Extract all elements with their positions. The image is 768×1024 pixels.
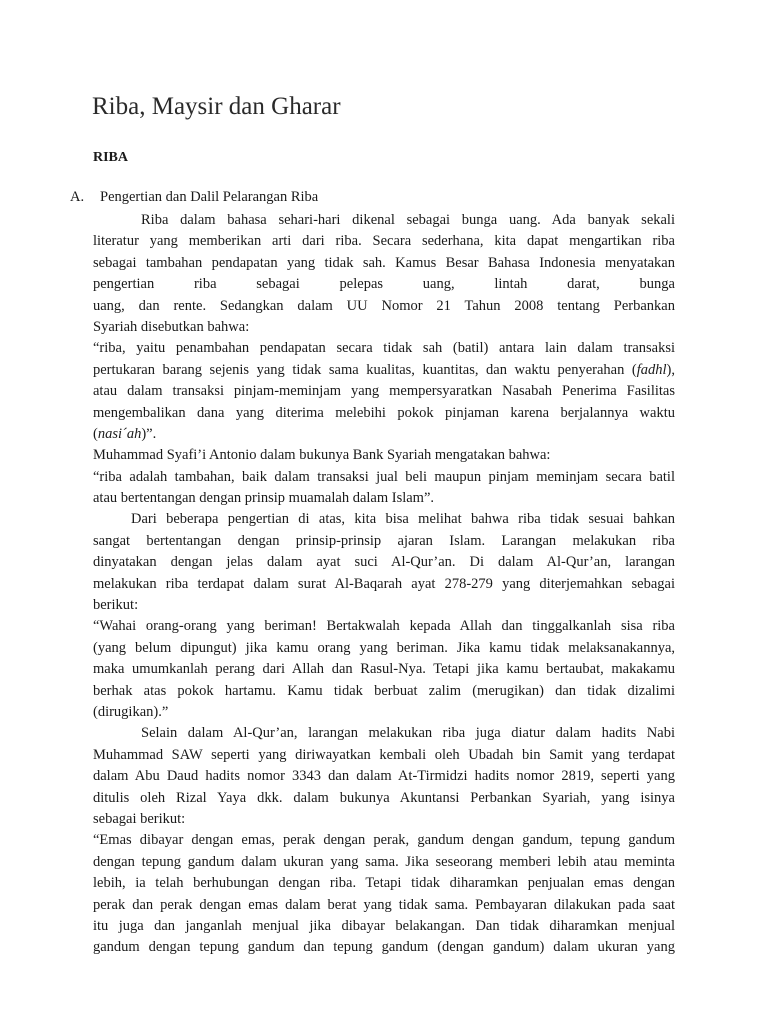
text-line bbox=[93, 745, 675, 766]
text-line-content: berikut: bbox=[93, 597, 139, 614]
text-line-content: uang, dan rente. Sedangkan dalam UU Nomor 21 Tahun 2008 tentang Perbankan bbox=[93, 297, 675, 314]
text-line-content: mengembalikan dana yang diterima melebihi pokok pinjaman karena berjalannya waktu bbox=[93, 404, 675, 421]
text-line bbox=[93, 360, 675, 381]
text-line bbox=[93, 552, 675, 573]
text-line-content: pertukaran barang sejenis yang tidak sama kualitas, kuantitas, dan waktu penyerahan ( bbox=[93, 361, 637, 378]
text-line bbox=[93, 488, 675, 509]
body-text bbox=[93, 210, 675, 959]
text-line bbox=[93, 574, 675, 595]
text-line-content: Dari beberapa pengertian di atas, kita bisa melihat bahwa riba tidak sesuai bahkan bbox=[131, 511, 675, 528]
text-line-content: lebih, ia telah berhubungan dengan riba. Tetapi tidak diharamkan penjualan emas dengan bbox=[93, 875, 675, 892]
text-line bbox=[93, 274, 675, 295]
italic-term: fadhl bbox=[636, 361, 667, 378]
text-line bbox=[93, 809, 675, 830]
text-line bbox=[93, 531, 675, 552]
text-line bbox=[93, 210, 675, 231]
text-line bbox=[93, 916, 675, 937]
text-line bbox=[93, 852, 675, 873]
italic-term: nasi´ah bbox=[97, 425, 142, 442]
text-line-content: Muhammad SAW seperti yang diriwayatkan kembali oleh Ubadah bin Samit yang terdapat bbox=[93, 746, 675, 763]
text-line-content: atau dalam transaksi pinjam-meminjam yang mempersyaratkan Nasabah Penerima Fasilitas bbox=[93, 383, 675, 400]
text-line bbox=[93, 509, 675, 530]
text-line-content: ( bbox=[93, 425, 98, 442]
text-line bbox=[93, 723, 675, 744]
text-line-content: “Wahai orang-orang yang beriman! Bertakwalah kepada Allah dan tinggalkanlah sisa riba bbox=[93, 618, 675, 635]
subsection-title: Pengertian dan Dalil Pelarangan Riba bbox=[100, 189, 319, 205]
text-line-content: “Emas dibayar dengan emas, perak dengan perak, gandum dengan gandum, tepung gandum bbox=[93, 832, 675, 849]
document-title: Riba, Maysir dan Gharar bbox=[92, 93, 341, 120]
text-line-content: sangat bertentangan dengan prinsip-prinsip ajaran Islam. Larangan melakukan riba bbox=[93, 532, 675, 549]
text-line-tail: ), bbox=[666, 361, 675, 378]
text-line-content: Riba dalam bahasa sehari-hari dikenal sebagai bunga uang. Ada banyak sekali bbox=[141, 212, 675, 228]
text-line bbox=[93, 338, 675, 359]
text-line bbox=[93, 681, 675, 702]
text-line-content: Syariah disebutkan bahwa: bbox=[93, 318, 250, 335]
text-line-content: (dirugikan).” bbox=[93, 703, 169, 720]
text-line-content: sebagai berikut: bbox=[93, 810, 186, 827]
text-line bbox=[93, 895, 675, 916]
text-line bbox=[93, 296, 675, 317]
text-line bbox=[93, 317, 675, 338]
text-line-content: gandum dengan tepung gandum dan tepung gandum (dengan gandum) dalam ukuran yang bbox=[93, 939, 675, 956]
text-line-content: “riba, yaitu penambahan pendapatan secara tidak sah (batil) antara lain dalam transaksi bbox=[93, 340, 675, 357]
text-line bbox=[93, 595, 675, 616]
text-line bbox=[93, 445, 675, 466]
subsection-letter: A. bbox=[70, 189, 85, 205]
text-line bbox=[93, 937, 675, 958]
text-line bbox=[93, 766, 675, 787]
text-line bbox=[93, 253, 675, 274]
text-line-content: perak dan perak dengan emas dalam berat yang tidak sama. Pembayaran dilakukan pada saat bbox=[93, 896, 675, 913]
text-line bbox=[93, 659, 675, 680]
text-line-content: “riba adalah tambahan, baik dalam transaksi jual beli maupun pinjam meminjam secara batil bbox=[93, 468, 675, 485]
text-line-content: (yang belum dipungut) jika kamu orang yang beriman. Jika kamu tidak melaksanakannya, bbox=[93, 639, 675, 656]
text-line-content: melakukan riba terdapat dalam surat Al-Baqarah ayat 278-279 yang diterjemahkan sebagai bbox=[93, 575, 675, 592]
text-line-content: sebagai tambahan pendapatan yang tidak sah. Kamus Besar Bahasa Indonesia menyatakan bbox=[93, 254, 675, 271]
text-line bbox=[93, 873, 675, 894]
text-line bbox=[93, 702, 675, 723]
text-line-content: maka umumkanlah perang dari Allah dan Rasul-Nya. Tetapi jika kamu bertaubat, makakamu bbox=[93, 661, 675, 678]
text-line-content: berhak atas pokok hartamu. Kamu tidak berbuat zalim (merugikan) dan tidak dizalimi bbox=[93, 682, 675, 699]
text-line-content: itu juga dan janganlah menjual jika dibayar belakangan. Dan tidak diharamkan menjual bbox=[93, 917, 675, 934]
section-heading: RIBA bbox=[93, 150, 129, 165]
text-line bbox=[93, 231, 675, 252]
subsection-heading bbox=[70, 189, 318, 206]
text-line-content: dinyatakan dengan jelas dalam ayat suci Al-Qur’an. Di dalam Al-Qur’an, larangan bbox=[93, 554, 675, 571]
text-line-content: dengan tepung gandum dalam ukuran yang sama. Jika seseorang memberi lebih atau meminta bbox=[93, 853, 675, 870]
text-line bbox=[93, 467, 675, 488]
text-line-content: dalam Abu Daud hadits nomor 3343 dan dalam At-Tirmidzi hadits nomor 2819, seperti yang bbox=[93, 768, 675, 785]
text-line-tail: )”. bbox=[141, 425, 157, 442]
text-line bbox=[93, 830, 675, 851]
text-line-content: pengertian riba sebagai pelepas uang, lintah darat, bunga bbox=[93, 276, 675, 293]
text-line bbox=[93, 638, 675, 659]
text-line-content: Muhammad Syafi’i Antonio dalam bukunya Bank Syariah mengatakan bahwa: bbox=[93, 447, 551, 464]
text-line bbox=[93, 788, 675, 809]
text-line-content: Selain dalam Al-Qur’an, larangan melakukan riba juga diatur dalam hadits Nabi bbox=[141, 725, 675, 742]
text-line-content: literatur yang memberikan arti dari riba. Secara sederhana, kita dapat mengartikan riba bbox=[93, 233, 675, 250]
text-line bbox=[93, 381, 675, 402]
text-line-content: atau bertentangan dengan prinsip muamalah dalam Islam”. bbox=[93, 490, 435, 507]
text-line bbox=[93, 403, 675, 424]
text-line bbox=[93, 424, 675, 445]
text-line bbox=[93, 616, 675, 637]
text-line-content: ditulis oleh Rizal Yaya dkk. dalam bukunya Akuntansi Perbankan Syariah, yang isinya bbox=[93, 789, 675, 806]
